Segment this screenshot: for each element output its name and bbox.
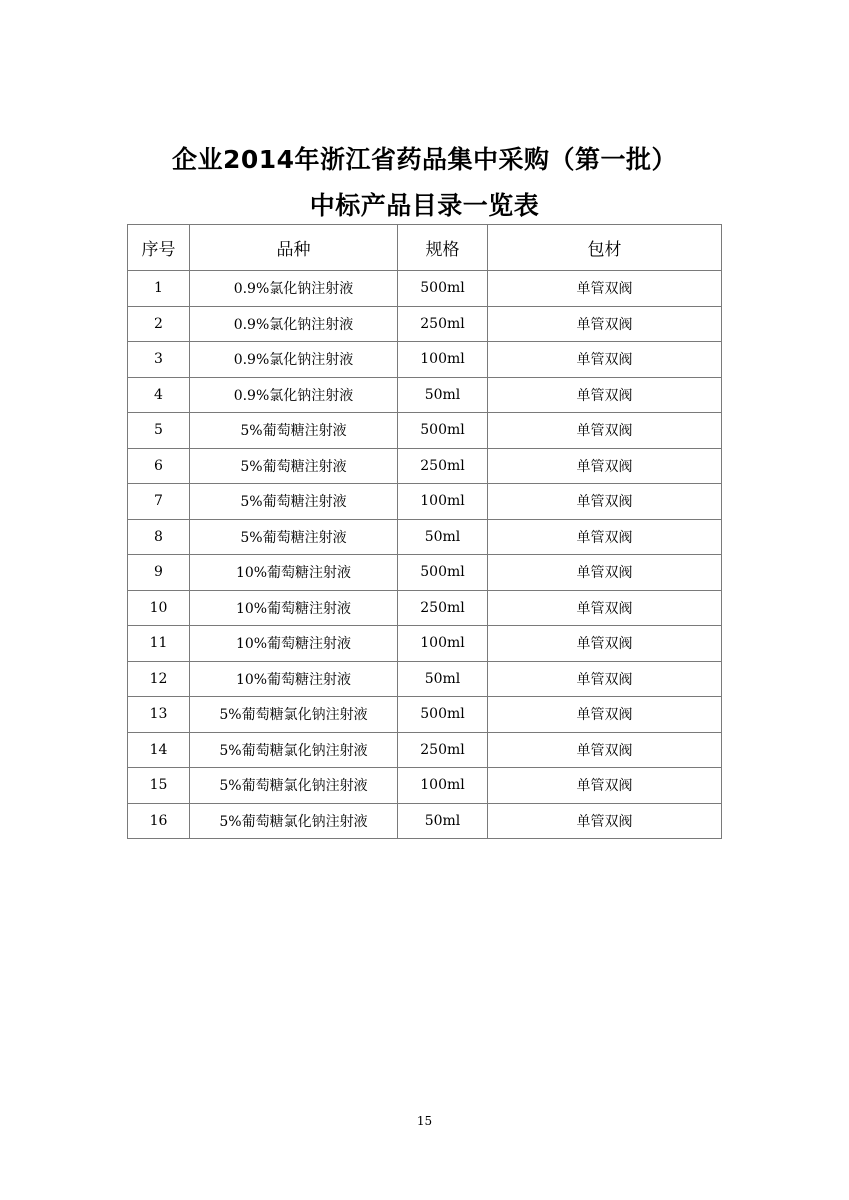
- cell-specification: 250ml: [398, 590, 488, 626]
- table-row: [128, 555, 722, 591]
- header-product-variety: 品种: [190, 225, 398, 271]
- cell-serial-number: 14: [128, 732, 190, 768]
- table-header-row: [128, 225, 722, 271]
- cell-specification: 500ml: [398, 413, 488, 449]
- cell-product-variety: 10%葡萄糖注射液: [190, 661, 398, 697]
- cell-specification: 250ml: [398, 732, 488, 768]
- cell-serial-number: 9: [128, 555, 190, 591]
- cell-product-variety: 5%葡萄糖氯化钠注射液: [190, 768, 398, 804]
- cell-packaging: 单管双阀: [488, 768, 722, 804]
- cell-product-variety: 10%葡萄糖注射液: [190, 626, 398, 662]
- page-number: 15: [416, 1114, 433, 1128]
- cell-serial-number: 3: [128, 342, 190, 378]
- cell-serial-number: 13: [128, 697, 190, 733]
- cell-serial-number: 6: [128, 448, 190, 484]
- cell-packaging: 单管双阀: [488, 448, 722, 484]
- cell-product-variety: 0.9%氯化钠注射液: [190, 342, 398, 378]
- cell-product-variety: 5%葡萄糖氯化钠注射液: [190, 697, 398, 733]
- cell-serial-number: 15: [128, 768, 190, 804]
- product-catalog-table: [127, 224, 722, 839]
- cell-product-variety: 0.9%氯化钠注射液: [190, 271, 398, 307]
- cell-serial-number: 8: [128, 519, 190, 555]
- table-body: [128, 271, 722, 839]
- cell-serial-number: 4: [128, 377, 190, 413]
- table-row: [128, 306, 722, 342]
- cell-product-variety: 10%葡萄糖注射液: [190, 590, 398, 626]
- cell-specification: 100ml: [398, 768, 488, 804]
- cell-packaging: 单管双阀: [488, 626, 722, 662]
- cell-serial-number: 12: [128, 661, 190, 697]
- table-row: [128, 626, 722, 662]
- cell-packaging: 单管双阀: [488, 732, 722, 768]
- cell-specification: 100ml: [398, 626, 488, 662]
- table-row: [128, 448, 722, 484]
- cell-packaging: 单管双阀: [488, 803, 722, 839]
- table-row: [128, 590, 722, 626]
- cell-packaging: 单管双阀: [488, 484, 722, 520]
- table-row: [128, 697, 722, 733]
- cell-serial-number: 11: [128, 626, 190, 662]
- header-serial-number: 序号: [128, 225, 190, 271]
- cell-serial-number: 10: [128, 590, 190, 626]
- table-row: [128, 484, 722, 520]
- cell-specification: 50ml: [398, 661, 488, 697]
- cell-specification: 500ml: [398, 555, 488, 591]
- table-row: [128, 661, 722, 697]
- cell-product-variety: 5%葡萄糖注射液: [190, 484, 398, 520]
- cell-product-variety: 10%葡萄糖注射液: [190, 555, 398, 591]
- cell-specification: 250ml: [398, 448, 488, 484]
- cell-product-variety: 5%葡萄糖注射液: [190, 413, 398, 449]
- cell-packaging: 单管双阀: [488, 271, 722, 307]
- cell-serial-number: 16: [128, 803, 190, 839]
- table-row: [128, 519, 722, 555]
- cell-serial-number: 7: [128, 484, 190, 520]
- table-row: [128, 413, 722, 449]
- cell-specification: 100ml: [398, 342, 488, 378]
- cell-specification: 500ml: [398, 697, 488, 733]
- cell-packaging: 单管双阀: [488, 342, 722, 378]
- cell-packaging: 单管双阀: [488, 555, 722, 591]
- header-packaging: 包材: [488, 225, 722, 271]
- header-specification: 规格: [398, 225, 488, 271]
- document-subtitle: 中标产品目录一览表: [309, 191, 540, 220]
- cell-serial-number: 5: [128, 413, 190, 449]
- table-row: [128, 803, 722, 839]
- cell-product-variety: 5%葡萄糖注射液: [190, 519, 398, 555]
- cell-product-variety: 5%葡萄糖氯化钠注射液: [190, 732, 398, 768]
- cell-specification: 50ml: [398, 377, 488, 413]
- cell-packaging: 单管双阀: [488, 661, 722, 697]
- table-row: [128, 271, 722, 307]
- table-row: [128, 377, 722, 413]
- cell-packaging: 单管双阀: [488, 377, 722, 413]
- cell-product-variety: 5%葡萄糖注射液: [190, 448, 398, 484]
- cell-packaging: 单管双阀: [488, 697, 722, 733]
- document-title: 企业2014年浙江省药品集中采购（第一批）: [171, 145, 678, 174]
- cell-packaging: 单管双阀: [488, 306, 722, 342]
- cell-specification: 500ml: [398, 271, 488, 307]
- cell-specification: 50ml: [398, 519, 488, 555]
- cell-packaging: 单管双阀: [488, 590, 722, 626]
- cell-product-variety: 0.9%氯化钠注射液: [190, 306, 398, 342]
- cell-serial-number: 1: [128, 271, 190, 307]
- cell-product-variety: 0.9%氯化钠注射液: [190, 377, 398, 413]
- table-row: [128, 732, 722, 768]
- cell-packaging: 单管双阀: [488, 519, 722, 555]
- table-row: [128, 768, 722, 804]
- cell-specification: 250ml: [398, 306, 488, 342]
- cell-product-variety: 5%葡萄糖氯化钠注射液: [190, 803, 398, 839]
- cell-serial-number: 2: [128, 306, 190, 342]
- cell-packaging: 单管双阀: [488, 413, 722, 449]
- cell-specification: 50ml: [398, 803, 488, 839]
- cell-specification: 100ml: [398, 484, 488, 520]
- table-row: [128, 342, 722, 378]
